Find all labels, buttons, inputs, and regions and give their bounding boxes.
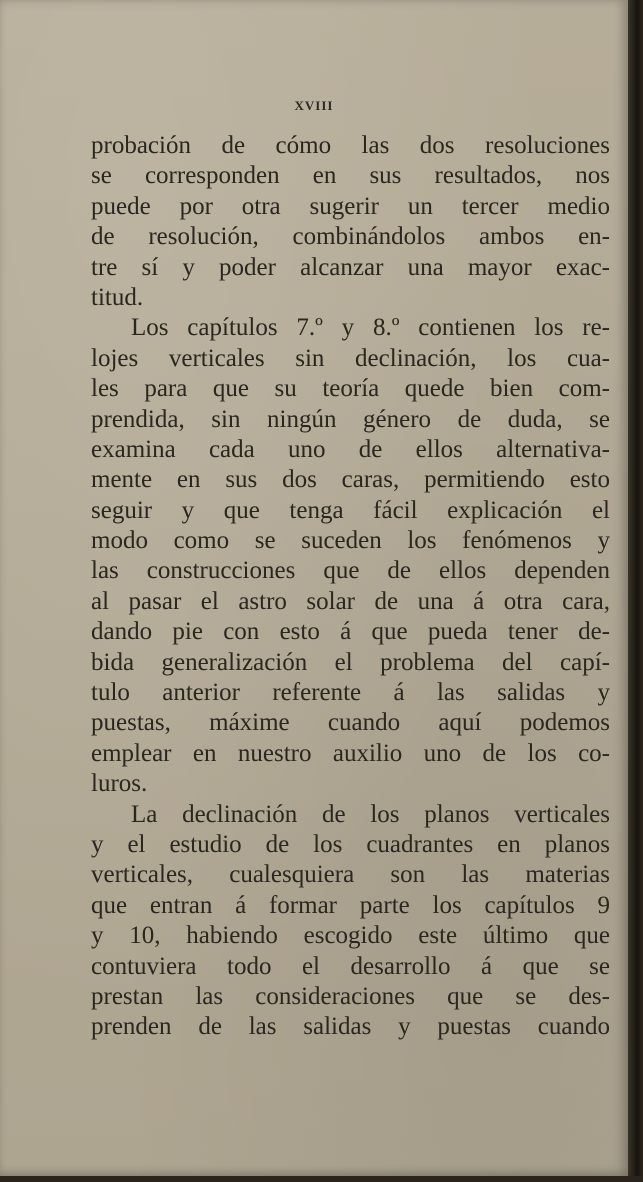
text-line: prestan las consideraciones que se des- [91, 982, 610, 1010]
text-line: tre sí y poder alcanzar una mayor exac- [91, 253, 610, 281]
paragraph [91, 313, 610, 799]
text-line: contuviera todo el desarrollo á que se [91, 952, 610, 980]
text-line: les para que su teoría quede bien com- [91, 375, 610, 403]
text-line: que entran á formar parte los capítulos 9 [91, 891, 610, 919]
text-line: titud. [91, 283, 144, 311]
page-number: XVIII [294, 98, 334, 113]
text-line: las construcciones que de ellos dependen [91, 557, 610, 585]
body-text [91, 131, 610, 1043]
paragraph [91, 800, 610, 1043]
text-line: prenden de las salidas y puestas cuando [91, 1013, 610, 1041]
text-line: de resolución, combinándolos ambos en- [91, 223, 610, 251]
text-line: y 10, habiendo escogido este último que [91, 922, 610, 950]
text-line: mente en sus dos caras, permitiendo esto [91, 466, 610, 494]
page-bottom-edge [0, 1176, 643, 1182]
text-line: examina cada uno de ellos alternativa- [91, 435, 610, 463]
text-line: verticales, cualesquiera son las materias [91, 861, 610, 889]
text-line: bida generalización el problema del capí- [91, 648, 610, 676]
text-line: tulo anterior referente á las salidas y [91, 679, 610, 707]
text-line: puestas, máxime cuando aquí podemos [91, 709, 610, 737]
text-line: lojes verticales sin declinación, los cua- [91, 344, 610, 372]
text-line: luros. [91, 770, 148, 798]
paragraph [91, 131, 610, 313]
book-spine [628, 0, 643, 1182]
text-line: emplear en nuestro auxilio uno de los co- [91, 739, 610, 767]
text-line: prendida, sin ningún género de duda, se [91, 405, 610, 433]
text-line: seguir y que tenga fácil explicación el [91, 496, 610, 524]
text-line: y el estudio de los cuadrantes en planos [91, 830, 610, 858]
text-line: puede por otra sugerir un tercer medio [91, 192, 610, 220]
text-line: probación de cómo las dos resoluciones [91, 132, 610, 159]
text-line: Los capítulos 7.º y 8.º contienen los re- [131, 314, 610, 342]
text-line: La declinación de los planos verticales [131, 800, 610, 828]
text-line: dando pie con esto á que pueda tener de- [91, 618, 610, 646]
text-line: modo como se suceden los fenómenos y [91, 527, 610, 555]
text-line: al pasar el astro solar de una á otra cara, [91, 587, 610, 615]
text-line: se corresponden en sus resultados, nos [91, 162, 610, 190]
